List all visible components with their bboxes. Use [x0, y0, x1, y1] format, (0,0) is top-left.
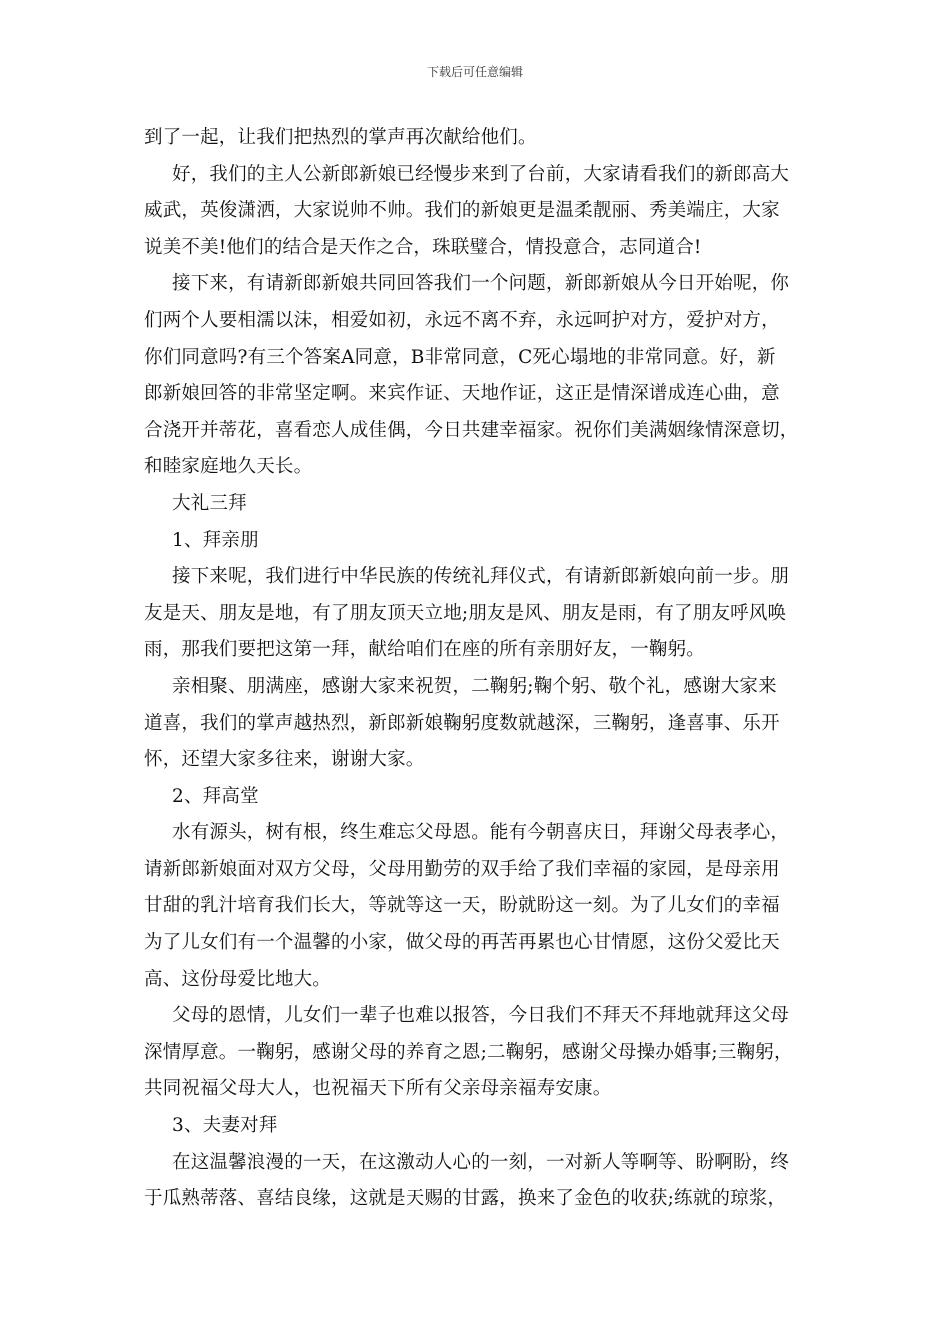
page-header: 下载后可任意编辑 [426, 65, 523, 79]
text-line: 高、这份母爱比地大。 [144, 968, 332, 990]
text-line: 共同祝福父母大人，也祝福天下所有父亲母亲福寿安康。 [144, 1078, 612, 1100]
paragraph-start-line: 接下来呢，我们进行中华民族的传统礼拜仪式，有请新郎新娘向前一步。朋 [172, 566, 790, 588]
text-line: 你们同意吗?有三个答案A同意，B非常同意，C死心塌地的非常同意。好，新 [144, 346, 776, 368]
paragraph-start-line: 父母的恩情，儿女们一辈子也难以报答，今日我们不拜天不拜地就拜这父母 [172, 1005, 790, 1027]
subsection-heading: 1、拜亲朋 [172, 529, 259, 551]
paragraph-start-line: 水有源头，树有根，终生难忘父母恩。能有今朝喜庆日，拜谢父母表孝心， [172, 822, 790, 844]
text-line: 威武，英俊潇洒，大家说帅不帅。我们的新娘更是温柔靓丽、秀美端庄，大家 [144, 200, 780, 222]
text-line: 于瓜熟蒂落、喜结良缘，这就是天赐的甘露，换来了金色的收获;练就的琼浆， [144, 1188, 787, 1210]
subsection-heading: 2、拜高堂 [172, 785, 259, 807]
text-line: 怀，还望大家多往来，谢谢大家。 [144, 749, 425, 771]
text-line: 们两个人要相濡以沫，相爱如初，永远不离不弃，永远呵护对方，爱护对方， [144, 309, 780, 331]
text-line: 和睦家庭地久天长。 [144, 456, 313, 478]
text-line: 合浇开并蒂花，喜看恋人成佳偶，今日共建幸福家。祝你们美满姻缘情深意切， [144, 419, 799, 441]
text-line: 深情厚意。一鞠躬，感谢父母的养育之恩;二鞠躬，感谢父母操办婚事;三鞠躬， [144, 1041, 793, 1063]
document-body [144, 120, 810, 1218]
text-line: 友是天、朋友是地，有了朋友顶天立地;朋友是风、朋友是雨，有了朋友呼风唤 [144, 602, 787, 624]
text-line: 说美不美!他们的结合是天作之合，珠联璧合，情投意合，志同道合! [144, 236, 702, 258]
paragraph-start-line: 接下来，有请新郎新娘共同回答我们一个问题，新郎新娘从今日开始呢，你 [172, 273, 790, 295]
text-line: 为了儿女们有一个温馨的小家，做父母的再苦再累也心甘情愿，这份父爱比天 [144, 932, 780, 954]
text-line: 到了一起，让我们把热烈的掌声再次献给他们。 [144, 127, 537, 148]
text-line: 甘甜的乳汁培育我们长大，等就等这一天，盼就盼这一刻。为了儿女们的幸福 [144, 895, 780, 917]
paragraph-start-line: 亲相聚、朋满座，感谢大家来祝贺，二鞠躬;鞠个躬、敬个礼，感谢大家来 [172, 675, 777, 697]
paragraph-start-line: 在这温馨浪漫的一天，在这激动人心的一刻，一对新人等啊等、盼啊盼，终 [172, 1151, 790, 1173]
text-line: 道喜，我们的掌声越热烈，新郎新娘鞠躬度数就越深，三鞠躬，逢喜事、乐开 [144, 712, 780, 734]
text-line: 雨，那我们要把这第一拜，献给咱们在座的所有亲朋好友，一鞠躬。 [144, 639, 706, 661]
section-heading: 大礼三拜 [172, 492, 247, 514]
paragraph-start-line: 好，我们的主人公新郎新娘已经慢步来到了台前，大家请看我们的新郎高大 [172, 163, 790, 185]
text-line: 请新郎新娘面对双方父母，父母用勤劳的双手给了我们幸福的家园，是母亲用 [144, 858, 780, 880]
subsection-heading: 3、夫妻对拜 [172, 1115, 278, 1137]
text-line: 郎新娘回答的非常坚定啊。来宾作证、天地作证，这正是情深谱成连心曲，意 [144, 383, 780, 405]
